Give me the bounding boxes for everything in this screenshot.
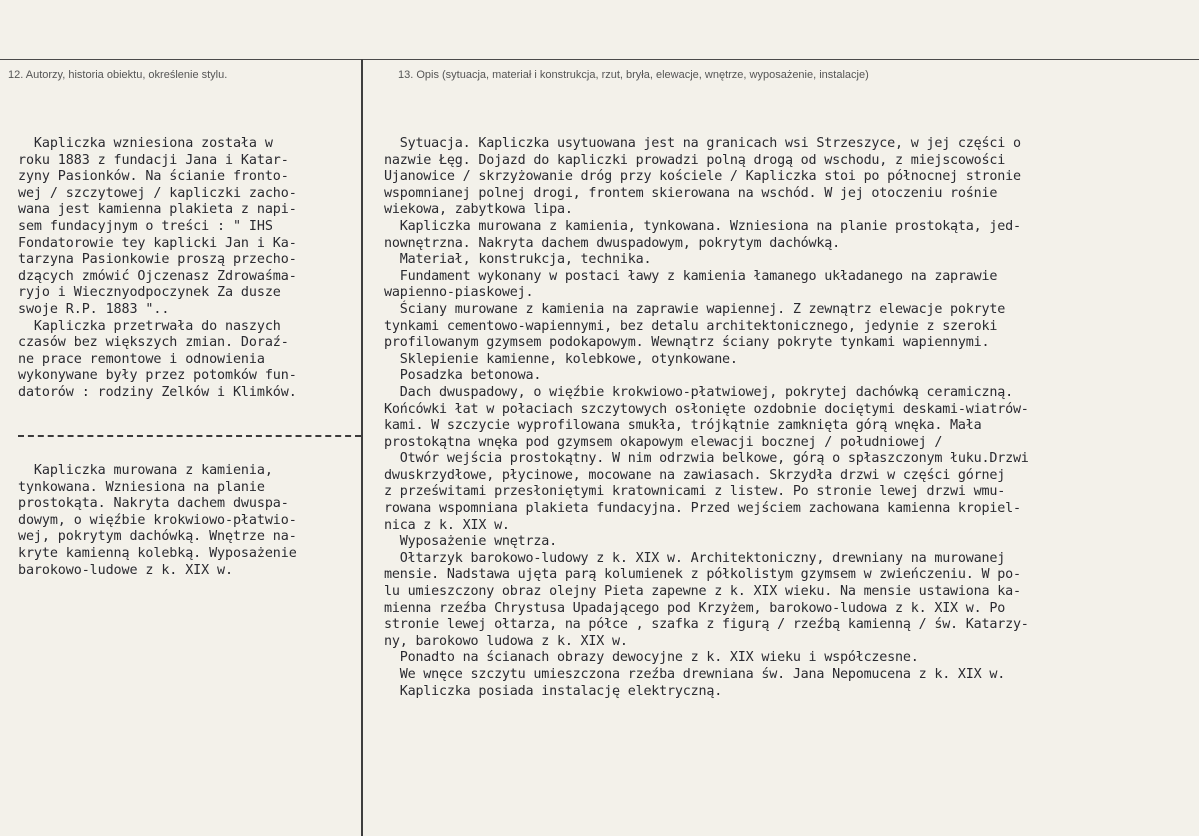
text-line: wspomnianej polnej drogi, frontem skierowana na wschód. W jej otoczeniu rośnie: [384, 185, 998, 201]
text-line: prostokąta. Nakryta dachem dwuspa-: [18, 496, 289, 512]
text-line: mensie. Nadstawa ujęta parą kolumienek z półkolistym gzymsem w zwieńczeniu. W po-: [384, 567, 1021, 583]
text-line: We wnęce szczytu umieszczona rzeźba drewniana św. Jana Nepomucena z k. XIX w.: [384, 667, 1006, 682]
description-text: [384, 136, 1029, 700]
text-line: stronie lewej ołtarza, na półce , szafka z figurą / rzeźbą kamienną / św. Katarzy-: [384, 617, 1029, 633]
section-12-heading: 12. Autorzy, historia obiektu, określenie stylu.: [8, 69, 228, 81]
text-line: czasów bez większych zmian. Doraź-: [18, 335, 289, 351]
text-line: Kapliczka wzniesiona została w: [18, 136, 273, 151]
text-line: datorów : rodziny Zelków i Klimków.: [18, 384, 297, 400]
text-line: wej / szczytowej / kapliczki zacho-: [18, 185, 297, 201]
text-line: kami. W szczycie wyprofilowana smukła, trójkątnie zamknięta górą wnęka. Mała: [384, 418, 982, 434]
text-line: dwuskrzydłowe, płycinowe, mocowane na zawiasach. Skrzydła drzwi w części górnej: [384, 467, 1006, 483]
text-line: swoje R.P. 1883 "..: [18, 301, 170, 317]
header-divider: [0, 59, 1199, 60]
column-divider: [361, 59, 363, 836]
text-line: ne prace remontowe i odnowienia: [18, 351, 265, 367]
text-line: zyny Pasionków. Na ścianie fronto-: [18, 169, 289, 185]
text-line: Kapliczka posiada instalację elektryczną.: [384, 683, 723, 699]
text-line: z prześwitami przesłoniętymi kratownicami z listew. Po stronie lewej drzwi wmu-: [384, 484, 1006, 500]
text-line: wiekowa, zabytkowa lipa.: [384, 202, 573, 218]
text-line: Wyposażenie wnętrza.: [384, 534, 557, 550]
text-line: nica z k. XIX w.: [384, 517, 510, 533]
text-line: kryte kamienną kolebką. Wyposażenie: [18, 545, 297, 561]
text-line: Ujanowice / skrzyżowanie dróg przy kościele / Kapliczka stoi po północnej stronie: [384, 169, 1021, 185]
text-line: wana jest kamienna plakieta z napi-: [18, 202, 297, 218]
text-line: roku 1883 z fundacji Jana i Katar-: [18, 152, 289, 168]
text-line: rowana wspomniana plakieta fundacyjna. Przed wejściem zachowana kamienna kropiel-: [384, 501, 1021, 517]
history-text: [18, 136, 297, 402]
text-line: nownętrzna. Nakryta dachem dwuspadowym, pokrytym dachówką.: [384, 235, 840, 251]
text-line: Kapliczka murowana z kamienia,: [18, 463, 273, 478]
text-line: Fundament wykonany w postaci ławy z kamienia łamanego układanego na zaprawie: [384, 268, 998, 284]
text-line: tynkowana. Wzniesiona na planie: [18, 479, 265, 495]
text-line: mienna rzeźba Chrystusa Upadającego pod Krzyżem, barokowo-ludowa z k. XIX w. Po: [384, 600, 1006, 616]
text-line: tarzyna Pasionkowie proszą przecho-: [18, 252, 297, 268]
text-line: wykonywane były przez potomków fun-: [18, 368, 297, 384]
text-line: Ołtarzyk barokowo-ludowy z k. XIX w. Architektoniczny, drewniany na murowanej: [384, 550, 1006, 566]
text-line: Dach dwuspadowy, o więźbie krokwiowo-płatwiowej, pokrytej dachówką ceramiczną.: [384, 384, 1013, 400]
style-summary-text: [18, 463, 297, 579]
text-line: Sklepienie kamienne, kolebkowe, otynkowane.: [384, 351, 738, 367]
text-line: Kapliczka murowana z kamienia, tynkowana. Wzniesiona na planie prostokąta, jed-: [384, 218, 1021, 234]
text-line: Kapliczka przetrwała do naszych: [18, 318, 281, 334]
text-line: Ściany murowane z kamienia na zaprawie wapiennej. Z zewnątrz elewacje pokryte: [384, 301, 1006, 317]
text-line: Fondatorowie tey kaplicki Jan i Ka-: [18, 235, 297, 251]
text-line: tynkami cementowo-wapiennymi, bez detalu architektonicznego, jedynie z szeroki: [384, 318, 998, 334]
text-line: lu umieszczony obraz olejny Pieta zapewne z k. XIX wieku. Na mensie ustawiona ka-: [384, 584, 1021, 600]
text-line: barokowo-ludowe z k. XIX w.: [18, 562, 233, 578]
text-line: sem fundacyjnym o treści : " IHS: [18, 218, 273, 234]
text-line: Posadzka betonowa.: [384, 368, 542, 384]
text-line: profilowanym gzymsem podokapowym. Wewnątrz ściany pokryte tynkami wapiennymi.: [384, 335, 990, 351]
text-line: Ponadto na ścianach obrazy dewocyjne z k. XIX wieku i współczesne.: [384, 650, 919, 666]
text-line: Końcówki łat w połaciach szczytowych osłonięte ozdobnie dociętymi deskami-wiatrów-: [384, 401, 1029, 417]
section-13-heading: 13. Opis (sytuacja, materiał i konstrukcja, rzut, bryła, elewacje, wnętrze, wyposażenie, instalacje): [398, 69, 869, 81]
text-line: Sytuacja. Kapliczka usytuowana jest na granicach wsi Strzeszyce, w jej części o: [384, 136, 1021, 151]
text-line: Materiał, konstrukcja, technika.: [384, 252, 652, 268]
text-line: ny, barokowo ludowa z k. XIX w.: [384, 633, 628, 649]
text-line: prostokątna wnęka pod gzymsem okapowym elewacji bocznej / południowej /: [384, 434, 943, 450]
text-line: ryjo i Wiecznyodpoczynek Za dusze: [18, 285, 281, 301]
text-line: nazwie Łęg. Dojazd do kapliczki prowadzi polną drogą od wschodu, z miejscowości: [384, 152, 1006, 168]
text-line: wapienno-piaskowej.: [384, 285, 534, 301]
text-line: Otwór wejścia prostokątny. W nim odrzwia belkowe, górą o spłaszczonym łuku.Drzwi: [384, 451, 1029, 467]
dashed-separator: [18, 435, 361, 437]
text-line: dowym, o więźbie krokwiowo-płatwio-: [18, 512, 297, 528]
text-line: dzących zmówić Ojczenasz Zdrowaśma-: [18, 268, 297, 284]
text-line: wej, pokrytym dachówką. Wnętrze na-: [18, 529, 297, 545]
